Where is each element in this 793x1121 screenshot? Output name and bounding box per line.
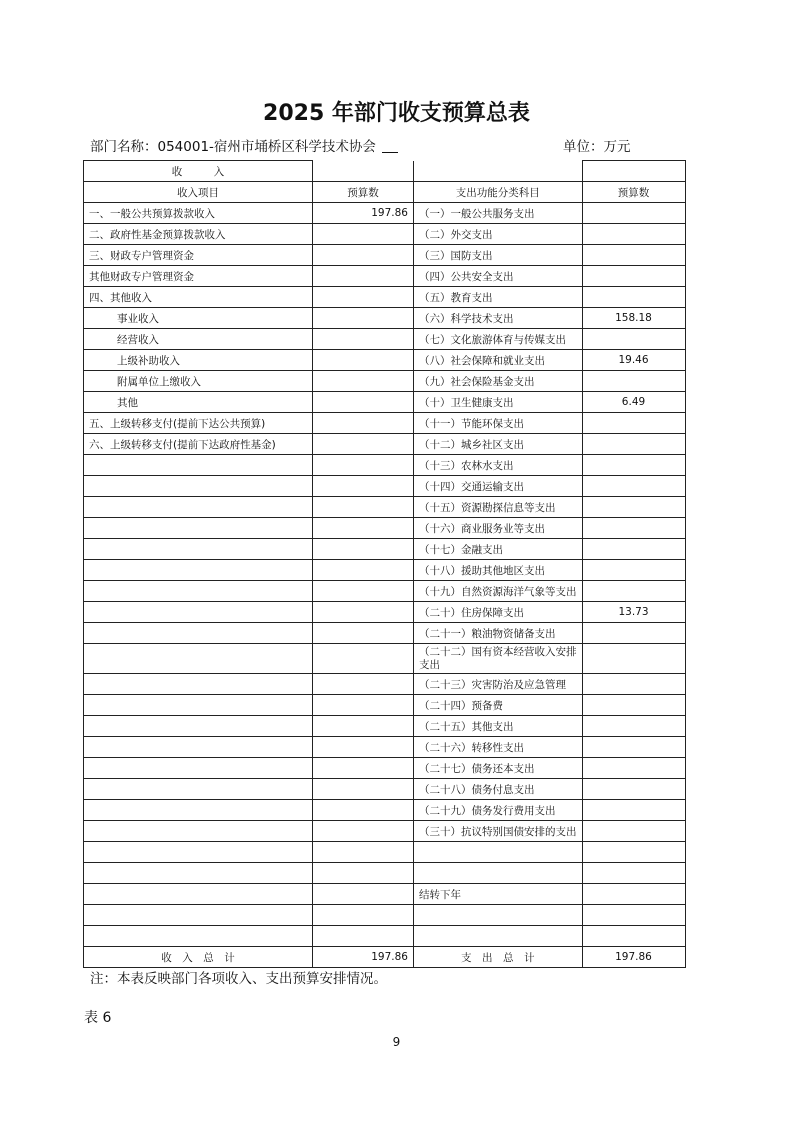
income-amount-cell	[313, 716, 414, 737]
income-amount-cell	[313, 434, 414, 455]
income-amount-header: 预算数	[313, 182, 414, 203]
expense-item-header: 支出功能分类科目	[414, 182, 583, 203]
expense-item-cell: （五）教育支出	[414, 287, 583, 308]
table-row	[84, 863, 686, 884]
income-item-header: 收入项目	[84, 182, 313, 203]
income-item-cell	[84, 623, 313, 644]
expense-total-value: 197.86	[582, 947, 685, 968]
expense-amount-cell	[582, 539, 685, 560]
expense-item-cell: （三）国防支出	[414, 245, 583, 266]
income-item-cell	[84, 476, 313, 497]
expense-item-cell: （十七）金融支出	[414, 539, 583, 560]
unit-label: 单位：万元	[563, 139, 631, 155]
income-item-cell: 其他	[84, 392, 313, 413]
income-item-cell	[84, 926, 313, 947]
income-amount-cell	[313, 863, 414, 884]
income-item-cell: 二、政府性基金预算拨款收入	[84, 224, 313, 245]
budget-table	[83, 160, 686, 968]
income-amount-cell	[313, 350, 414, 371]
income-amount-cell	[313, 476, 414, 497]
table-row	[84, 758, 686, 779]
expense-amount-cell	[582, 821, 685, 842]
income-item-cell	[84, 695, 313, 716]
income-amount-cell	[313, 413, 414, 434]
income-item-cell	[84, 821, 313, 842]
income-item-cell	[84, 716, 313, 737]
table-row	[84, 518, 686, 539]
expense-amount-cell: 19.46	[582, 350, 685, 371]
table-row	[84, 884, 686, 905]
table-row	[84, 371, 686, 392]
expense-amount-header: 预算数	[582, 182, 685, 203]
header-empty-cell	[582, 161, 685, 182]
income-amount-cell	[313, 926, 414, 947]
table-row	[84, 266, 686, 287]
expense-amount-cell	[582, 245, 685, 266]
expense-item-cell: （二十四）预备费	[414, 695, 583, 716]
expense-amount-cell	[582, 863, 685, 884]
income-group-header: 收 入	[84, 161, 313, 182]
table-row	[84, 674, 686, 695]
income-item-cell	[84, 602, 313, 623]
income-item-cell: 其他财政专户管理资金	[84, 266, 313, 287]
income-amount-cell	[313, 308, 414, 329]
table-row	[84, 245, 686, 266]
totals-row	[84, 947, 686, 968]
income-amount-cell	[313, 602, 414, 623]
expense-amount-cell	[582, 842, 685, 863]
expense-item-cell: （九）社会保险基金支出	[414, 371, 583, 392]
table-row	[84, 821, 686, 842]
expense-item-cell: （十九）自然资源海洋气象等支出	[414, 581, 583, 602]
expense-amount-cell: 13.73	[582, 602, 685, 623]
income-item-cell: 三、财政专户管理资金	[84, 245, 313, 266]
expense-item-cell	[414, 926, 583, 947]
income-item-cell	[84, 539, 313, 560]
table-row	[84, 800, 686, 821]
income-amount-cell	[313, 560, 414, 581]
table-row	[84, 308, 686, 329]
income-item-cell	[84, 905, 313, 926]
expense-item-cell: （八）社会保障和就业支出	[414, 350, 583, 371]
expense-amount-cell	[582, 905, 685, 926]
income-amount-cell	[313, 455, 414, 476]
expense-item-cell: （二十六）转移性支出	[414, 737, 583, 758]
expense-item-cell	[414, 863, 583, 884]
income-amount-cell: 197.86	[313, 203, 414, 224]
expense-amount-cell	[582, 674, 685, 695]
expense-item-cell: （十三）农林水支出	[414, 455, 583, 476]
table-row	[84, 560, 686, 581]
expense-item-cell: （十二）城乡社区支出	[414, 434, 583, 455]
table-row	[84, 350, 686, 371]
income-amount-cell	[313, 539, 414, 560]
income-amount-cell	[313, 392, 414, 413]
income-item-cell	[84, 644, 313, 674]
table-row	[84, 434, 686, 455]
expense-item-cell: （十四）交通运输支出	[414, 476, 583, 497]
income-amount-cell	[313, 623, 414, 644]
income-amount-cell	[313, 884, 414, 905]
table-row	[84, 413, 686, 434]
expense-item-cell: （二十二）国有资本经营收入安排支出	[414, 644, 583, 674]
dash-mark	[382, 152, 398, 153]
expense-amount-cell	[582, 434, 685, 455]
expense-amount-cell	[582, 497, 685, 518]
expense-item-cell: （一）一般公共服务支出	[414, 203, 583, 224]
income-amount-cell	[313, 737, 414, 758]
expense-item-cell: （二十八）债务付息支出	[414, 779, 583, 800]
expense-amount-cell	[582, 623, 685, 644]
table-row	[84, 779, 686, 800]
table-row	[84, 737, 686, 758]
income-item-cell: 一、一般公共预算拨款收入	[84, 203, 313, 224]
income-amount-cell	[313, 497, 414, 518]
income-amount-cell	[313, 758, 414, 779]
income-item-cell	[84, 674, 313, 695]
expense-amount-cell: 6.49	[582, 392, 685, 413]
expense-item-cell: （二十五）其他支出	[414, 716, 583, 737]
income-item-cell	[84, 581, 313, 602]
expense-item-cell: （十八）援助其他地区支出	[414, 560, 583, 581]
expense-item-cell: （二十一）粮油物资储备支出	[414, 623, 583, 644]
income-item-cell	[84, 497, 313, 518]
expense-amount-cell	[582, 884, 685, 905]
table-row	[84, 905, 686, 926]
income-item-cell	[84, 779, 313, 800]
table-row	[84, 203, 686, 224]
table-row	[84, 329, 686, 350]
table-row	[84, 926, 686, 947]
expense-item-cell: （二十三）灾害防治及应急管理	[414, 674, 583, 695]
expense-total-label: 支 出 总 计	[414, 947, 583, 968]
expense-amount-cell	[582, 926, 685, 947]
expense-item-cell: 结转下年	[414, 884, 583, 905]
income-amount-cell	[313, 905, 414, 926]
income-amount-cell	[313, 224, 414, 245]
income-amount-cell	[313, 266, 414, 287]
table-row	[84, 476, 686, 497]
expense-item-cell	[414, 842, 583, 863]
table-note: 注：本表反映部门各项收入、支出预算安排情况。	[90, 971, 387, 987]
expense-amount-cell	[582, 413, 685, 434]
expense-amount-cell	[582, 224, 685, 245]
header-row	[84, 182, 686, 203]
expense-amount-cell	[582, 203, 685, 224]
table-row	[84, 623, 686, 644]
income-item-cell: 经营收入	[84, 329, 313, 350]
header-row-group	[84, 161, 686, 182]
income-item-cell	[84, 842, 313, 863]
expense-item-cell: （七）文化旅游体育与传媒支出	[414, 329, 583, 350]
income-amount-cell	[313, 518, 414, 539]
income-item-cell: 上级补助收入	[84, 350, 313, 371]
income-total-value: 197.86	[313, 947, 414, 968]
income-item-cell	[84, 737, 313, 758]
expense-amount-cell	[582, 371, 685, 392]
table-row	[84, 581, 686, 602]
expense-amount-cell	[582, 476, 685, 497]
table-row	[84, 497, 686, 518]
table-row	[84, 716, 686, 737]
department-name: 部门名称：054001-宿州市埇桥区科学技术协会	[90, 139, 376, 155]
table-row	[84, 842, 686, 863]
expense-amount-cell	[582, 560, 685, 581]
expense-amount-cell	[582, 266, 685, 287]
income-amount-cell	[313, 329, 414, 350]
page-number: 9	[392, 1035, 401, 1049]
expense-amount-cell	[582, 737, 685, 758]
income-item-cell	[84, 758, 313, 779]
income-amount-cell	[313, 695, 414, 716]
income-amount-cell	[313, 371, 414, 392]
income-amount-cell	[313, 779, 414, 800]
table-number: 表 6	[84, 1010, 112, 1026]
income-item-cell	[84, 518, 313, 539]
table-row	[84, 539, 686, 560]
expense-amount-cell: 158.18	[582, 308, 685, 329]
page-title: 2025 年部门收支预算总表	[263, 101, 530, 126]
income-item-cell: 六、上级转移支付(提前下达政府性基金)	[84, 434, 313, 455]
income-item-cell: 四、其他收入	[84, 287, 313, 308]
expense-amount-cell	[582, 581, 685, 602]
expense-item-cell: （四）公共安全支出	[414, 266, 583, 287]
expense-amount-cell	[582, 695, 685, 716]
expense-amount-cell	[582, 758, 685, 779]
expense-amount-cell	[582, 779, 685, 800]
expense-amount-cell	[582, 716, 685, 737]
income-amount-cell	[313, 644, 414, 674]
income-item-cell	[84, 800, 313, 821]
expense-item-cell: （二十七）债务还本支出	[414, 758, 583, 779]
income-item-cell	[84, 560, 313, 581]
expense-item-cell: （十）卫生健康支出	[414, 392, 583, 413]
expense-item-cell: （十六）商业服务业等支出	[414, 518, 583, 539]
income-amount-cell	[313, 245, 414, 266]
expense-amount-cell	[582, 455, 685, 476]
income-item-cell: 附属单位上缴收入	[84, 371, 313, 392]
expense-item-cell: （二）外交支出	[414, 224, 583, 245]
income-amount-cell	[313, 821, 414, 842]
income-amount-cell	[313, 674, 414, 695]
expense-item-cell: （六）科学技术支出	[414, 308, 583, 329]
income-item-cell	[84, 455, 313, 476]
expense-amount-cell	[582, 644, 685, 674]
expense-amount-cell	[582, 800, 685, 821]
table-row	[84, 644, 686, 674]
income-item-cell: 事业收入	[84, 308, 313, 329]
table-row	[84, 224, 686, 245]
expense-item-cell: （二十九）债务发行费用支出	[414, 800, 583, 821]
table-row	[84, 392, 686, 413]
income-item-cell	[84, 863, 313, 884]
table-row	[84, 695, 686, 716]
expense-item-cell	[414, 905, 583, 926]
expense-item-cell: （十五）资源勘探信息等支出	[414, 497, 583, 518]
income-amount-cell	[313, 842, 414, 863]
header-empty-cell	[414, 161, 583, 182]
income-item-cell: 五、上级转移支付(提前下达公共预算)	[84, 413, 313, 434]
expense-amount-cell	[582, 287, 685, 308]
income-amount-cell	[313, 287, 414, 308]
income-item-cell	[84, 884, 313, 905]
expense-item-cell: （二十）住房保障支出	[414, 602, 583, 623]
income-amount-cell	[313, 581, 414, 602]
header-empty-cell	[313, 161, 414, 182]
expense-amount-cell	[582, 329, 685, 350]
table-row	[84, 287, 686, 308]
income-total-label: 收 入 总 计	[84, 947, 313, 968]
expense-item-cell: （十一）节能环保支出	[414, 413, 583, 434]
table-row	[84, 602, 686, 623]
expense-amount-cell	[582, 518, 685, 539]
expense-item-cell: （三十）抗议特别国债安排的支出	[414, 821, 583, 842]
table-row	[84, 455, 686, 476]
income-amount-cell	[313, 800, 414, 821]
